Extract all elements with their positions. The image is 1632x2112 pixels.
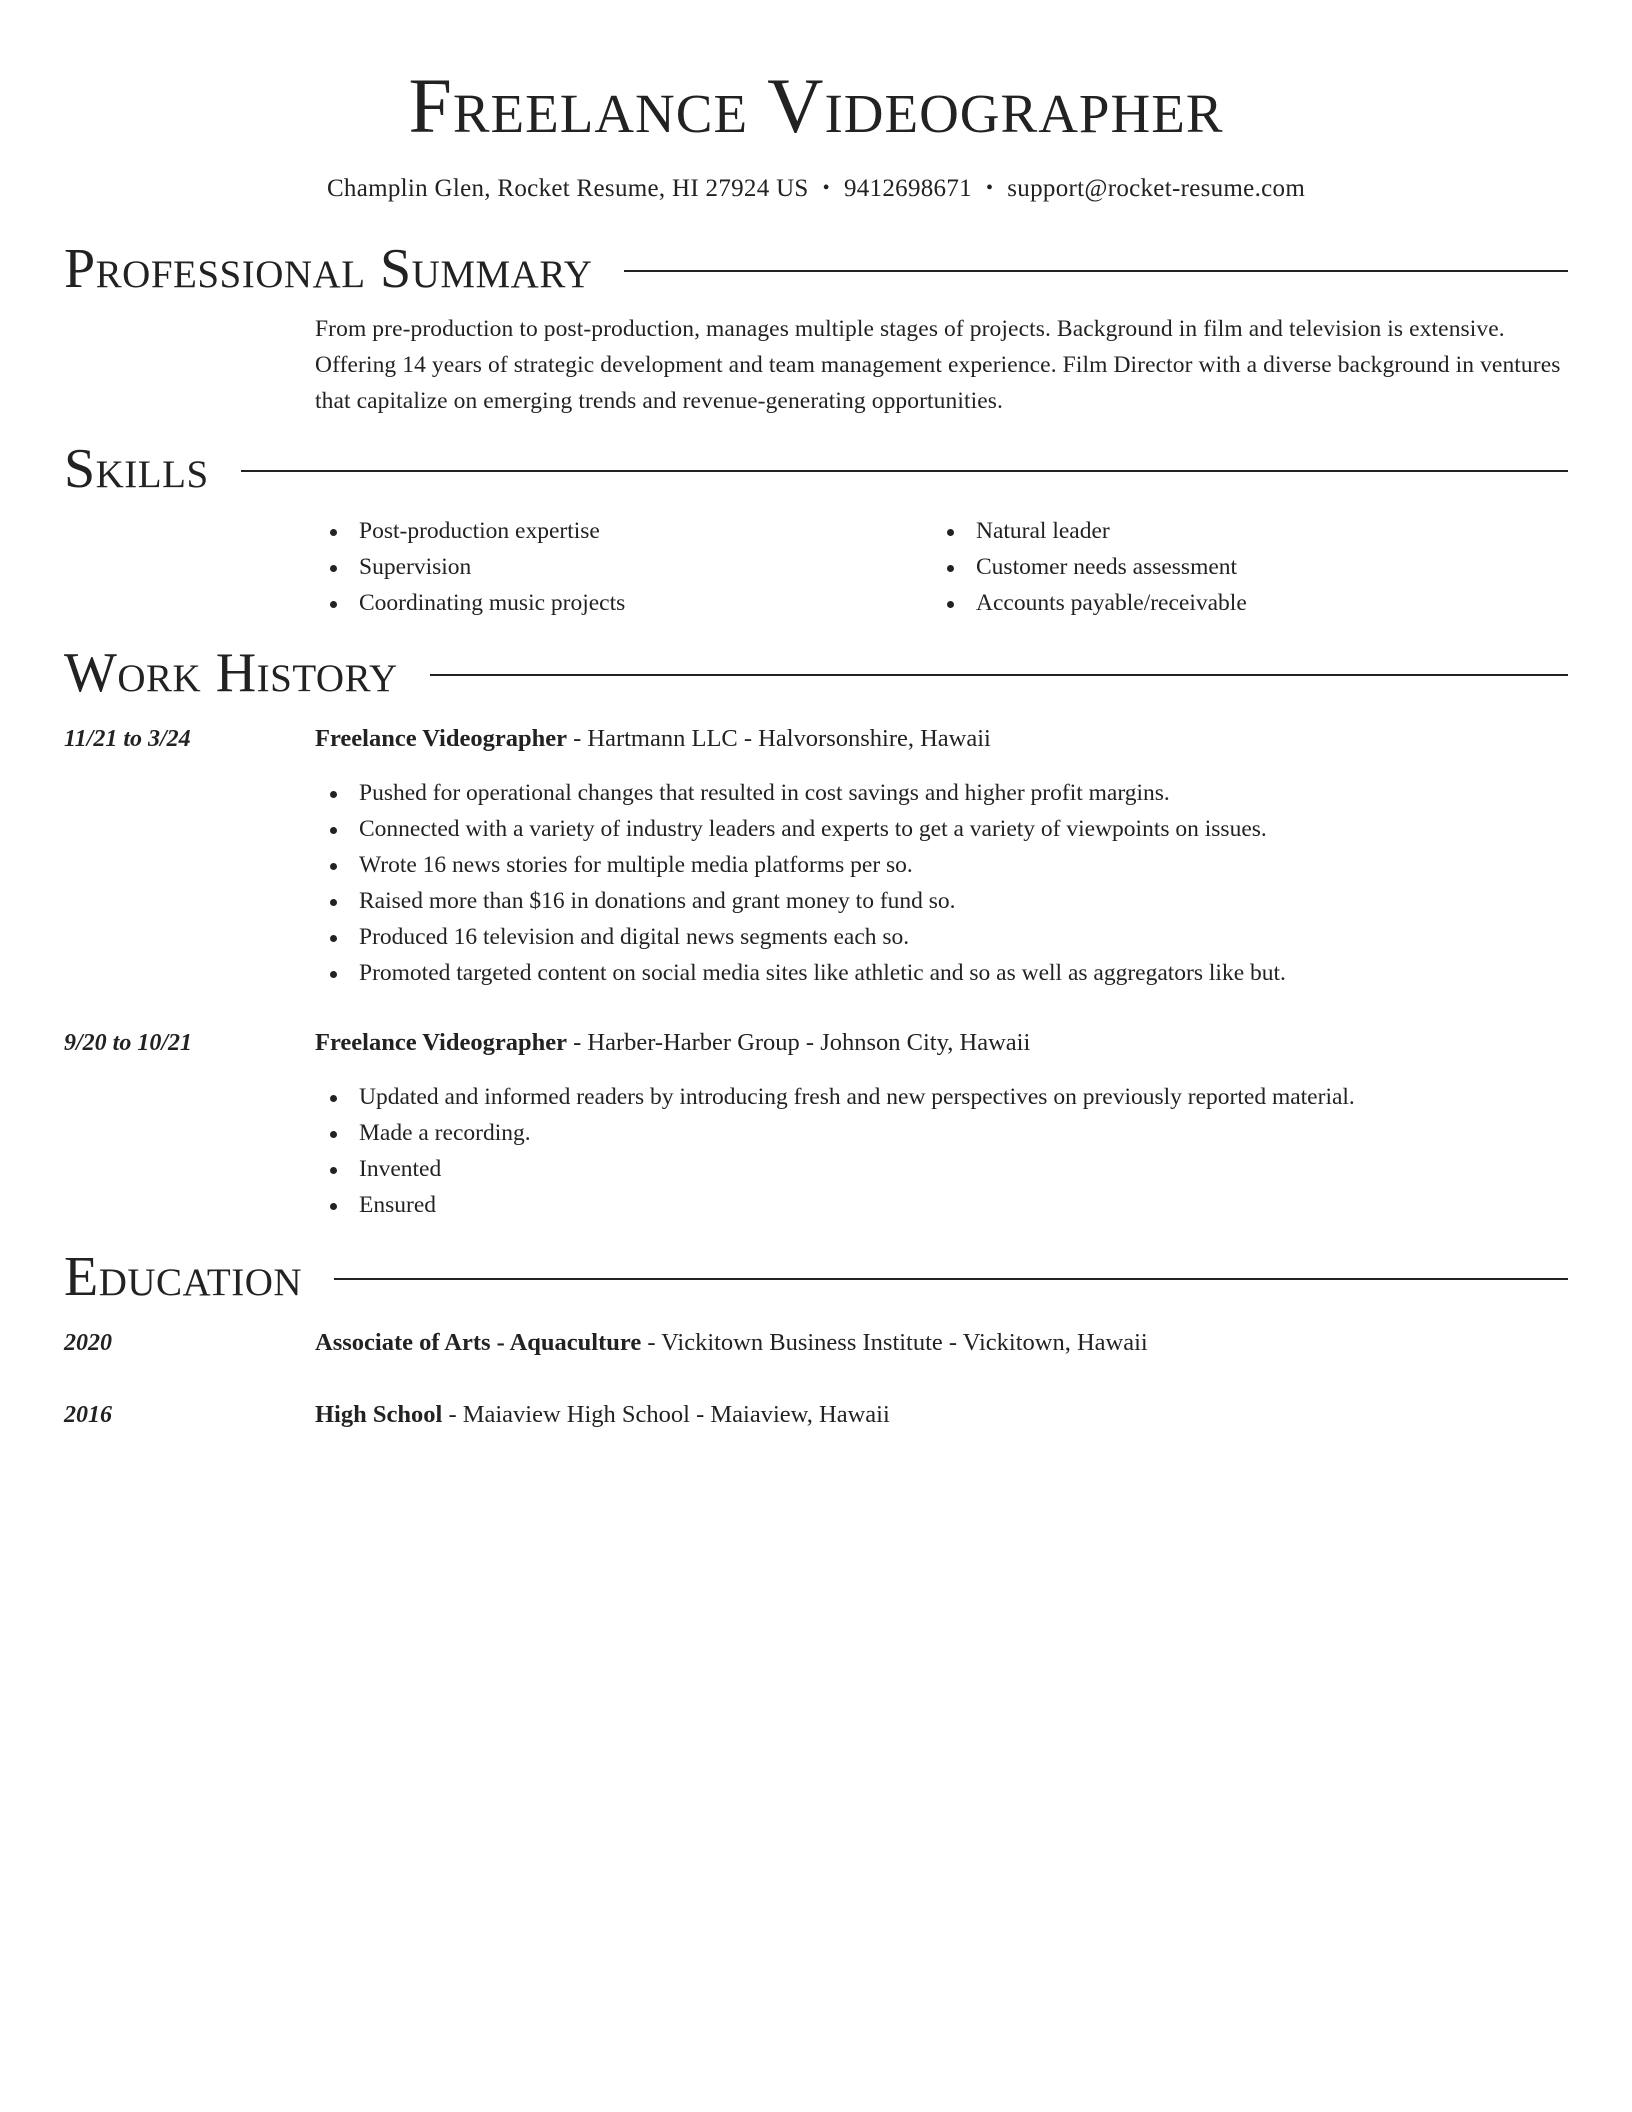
work-bullet: Connected with a variety of industry leaders and experts to get a variety of viewpoints on issues. bbox=[315, 811, 1568, 847]
school-details: - Maiaview High School - Maiaview, Hawaii bbox=[442, 1401, 890, 1428]
education-heading bbox=[315, 1397, 890, 1433]
skills-section-header bbox=[64, 437, 1568, 501]
work-dates: 9/20 to 10/21 bbox=[64, 1030, 193, 1056]
work-section-header bbox=[64, 641, 1568, 705]
skills-list bbox=[315, 513, 1568, 621]
work-bullet: Pushed for operational changes that resulted in cost savings and higher profit margins. bbox=[315, 775, 1568, 811]
job-title: Freelance Videographer bbox=[315, 725, 567, 752]
bullet-separator: • bbox=[985, 177, 994, 199]
work-entry bbox=[64, 1025, 1568, 1223]
section-title-summary: Professional Summary bbox=[64, 238, 593, 300]
work-bullet: Wrote 16 news stories for multiple media platforms per so. bbox=[315, 847, 1568, 883]
degree-title: Associate of Arts - Aquaculture bbox=[315, 1329, 642, 1356]
work-bullet: Made a recording. bbox=[315, 1115, 1568, 1151]
bullet-separator: • bbox=[822, 177, 830, 199]
education-year: 2016 bbox=[64, 1402, 112, 1428]
education-entry-header bbox=[64, 1397, 1568, 1433]
education-section-header bbox=[64, 1245, 1568, 1309]
work-bullets bbox=[315, 1079, 1568, 1223]
resume-page bbox=[64, 0, 1568, 1433]
work-bullet: Ensured bbox=[315, 1187, 1568, 1223]
section-divider bbox=[241, 470, 1568, 472]
job-title: Freelance Videographer bbox=[315, 1029, 567, 1056]
work-bullet: Produced 16 television and digital news segments each so. bbox=[315, 919, 1568, 955]
contact-email: support@rocket-resume.com bbox=[1007, 175, 1306, 202]
job-details: - Hartmann LLC - Halvorsonshire, Hawaii bbox=[566, 725, 991, 752]
skills-column-left bbox=[315, 513, 932, 621]
degree-title: High School bbox=[315, 1401, 443, 1428]
section-title-education: Education bbox=[64, 1246, 303, 1308]
summary-text: From pre-production to post-production, manages multiple stages of projects. Background in film and television is extensive. Offering 14 years of strategic development and team management experience. Film Director with a diverse background in ventures that capitalize on emerging trends and revenue-generating opportunities. bbox=[315, 316, 1561, 414]
skill-item: Supervision bbox=[315, 549, 932, 585]
work-bullet: Raised more than $16 in donations and grant money to fund so. bbox=[315, 883, 1568, 919]
work-bullet: Invented bbox=[315, 1151, 1568, 1187]
summary-section-header bbox=[64, 237, 1568, 301]
education-entry bbox=[64, 1325, 1568, 1361]
skill-item: Post-production expertise bbox=[315, 513, 932, 549]
skill-item: Customer needs assessment bbox=[932, 549, 1549, 585]
education-entry bbox=[64, 1397, 1568, 1433]
skills-column-right bbox=[932, 513, 1549, 621]
section-divider bbox=[430, 674, 1568, 676]
section-divider bbox=[624, 270, 1568, 272]
work-bullet: Promoted targeted content on social media sites like athletic and so as well as aggregators like but. bbox=[315, 955, 1568, 991]
contact-address: Champlin Glen, Rocket Resume, HI 27924 US bbox=[326, 175, 809, 202]
skill-item: Coordinating music projects bbox=[315, 585, 932, 621]
work-entry-header bbox=[64, 1025, 1568, 1061]
job-details: - Harber-Harber Group - Johnson City, Hawaii bbox=[566, 1029, 1031, 1056]
section-title-skills: Skills bbox=[64, 438, 209, 500]
section-title-work: Work History bbox=[64, 642, 398, 704]
work-heading bbox=[315, 721, 991, 757]
school-details: - Vickitown Business Institute - Vickitown, Hawaii bbox=[641, 1329, 1148, 1356]
work-bullets bbox=[315, 775, 1568, 991]
work-entry bbox=[64, 721, 1568, 991]
education-year: 2020 bbox=[64, 1330, 112, 1356]
education-entry-header bbox=[64, 1325, 1568, 1361]
education-heading bbox=[315, 1325, 1148, 1361]
work-bullet: Updated and informed readers by introducing fresh and new perspectives on previously reported material. bbox=[315, 1079, 1568, 1115]
skill-item: Accounts payable/receivable bbox=[932, 585, 1549, 621]
contact-phone: 9412698671 bbox=[843, 175, 972, 202]
contact-line bbox=[64, 172, 1568, 205]
resume-name: Freelance Videographer bbox=[408, 62, 1224, 149]
work-dates: 11/21 to 3/24 bbox=[64, 726, 191, 752]
skill-item: Natural leader bbox=[932, 513, 1549, 549]
work-entry-header bbox=[64, 721, 1568, 757]
work-heading bbox=[315, 1025, 1030, 1061]
section-divider bbox=[334, 1278, 1568, 1280]
